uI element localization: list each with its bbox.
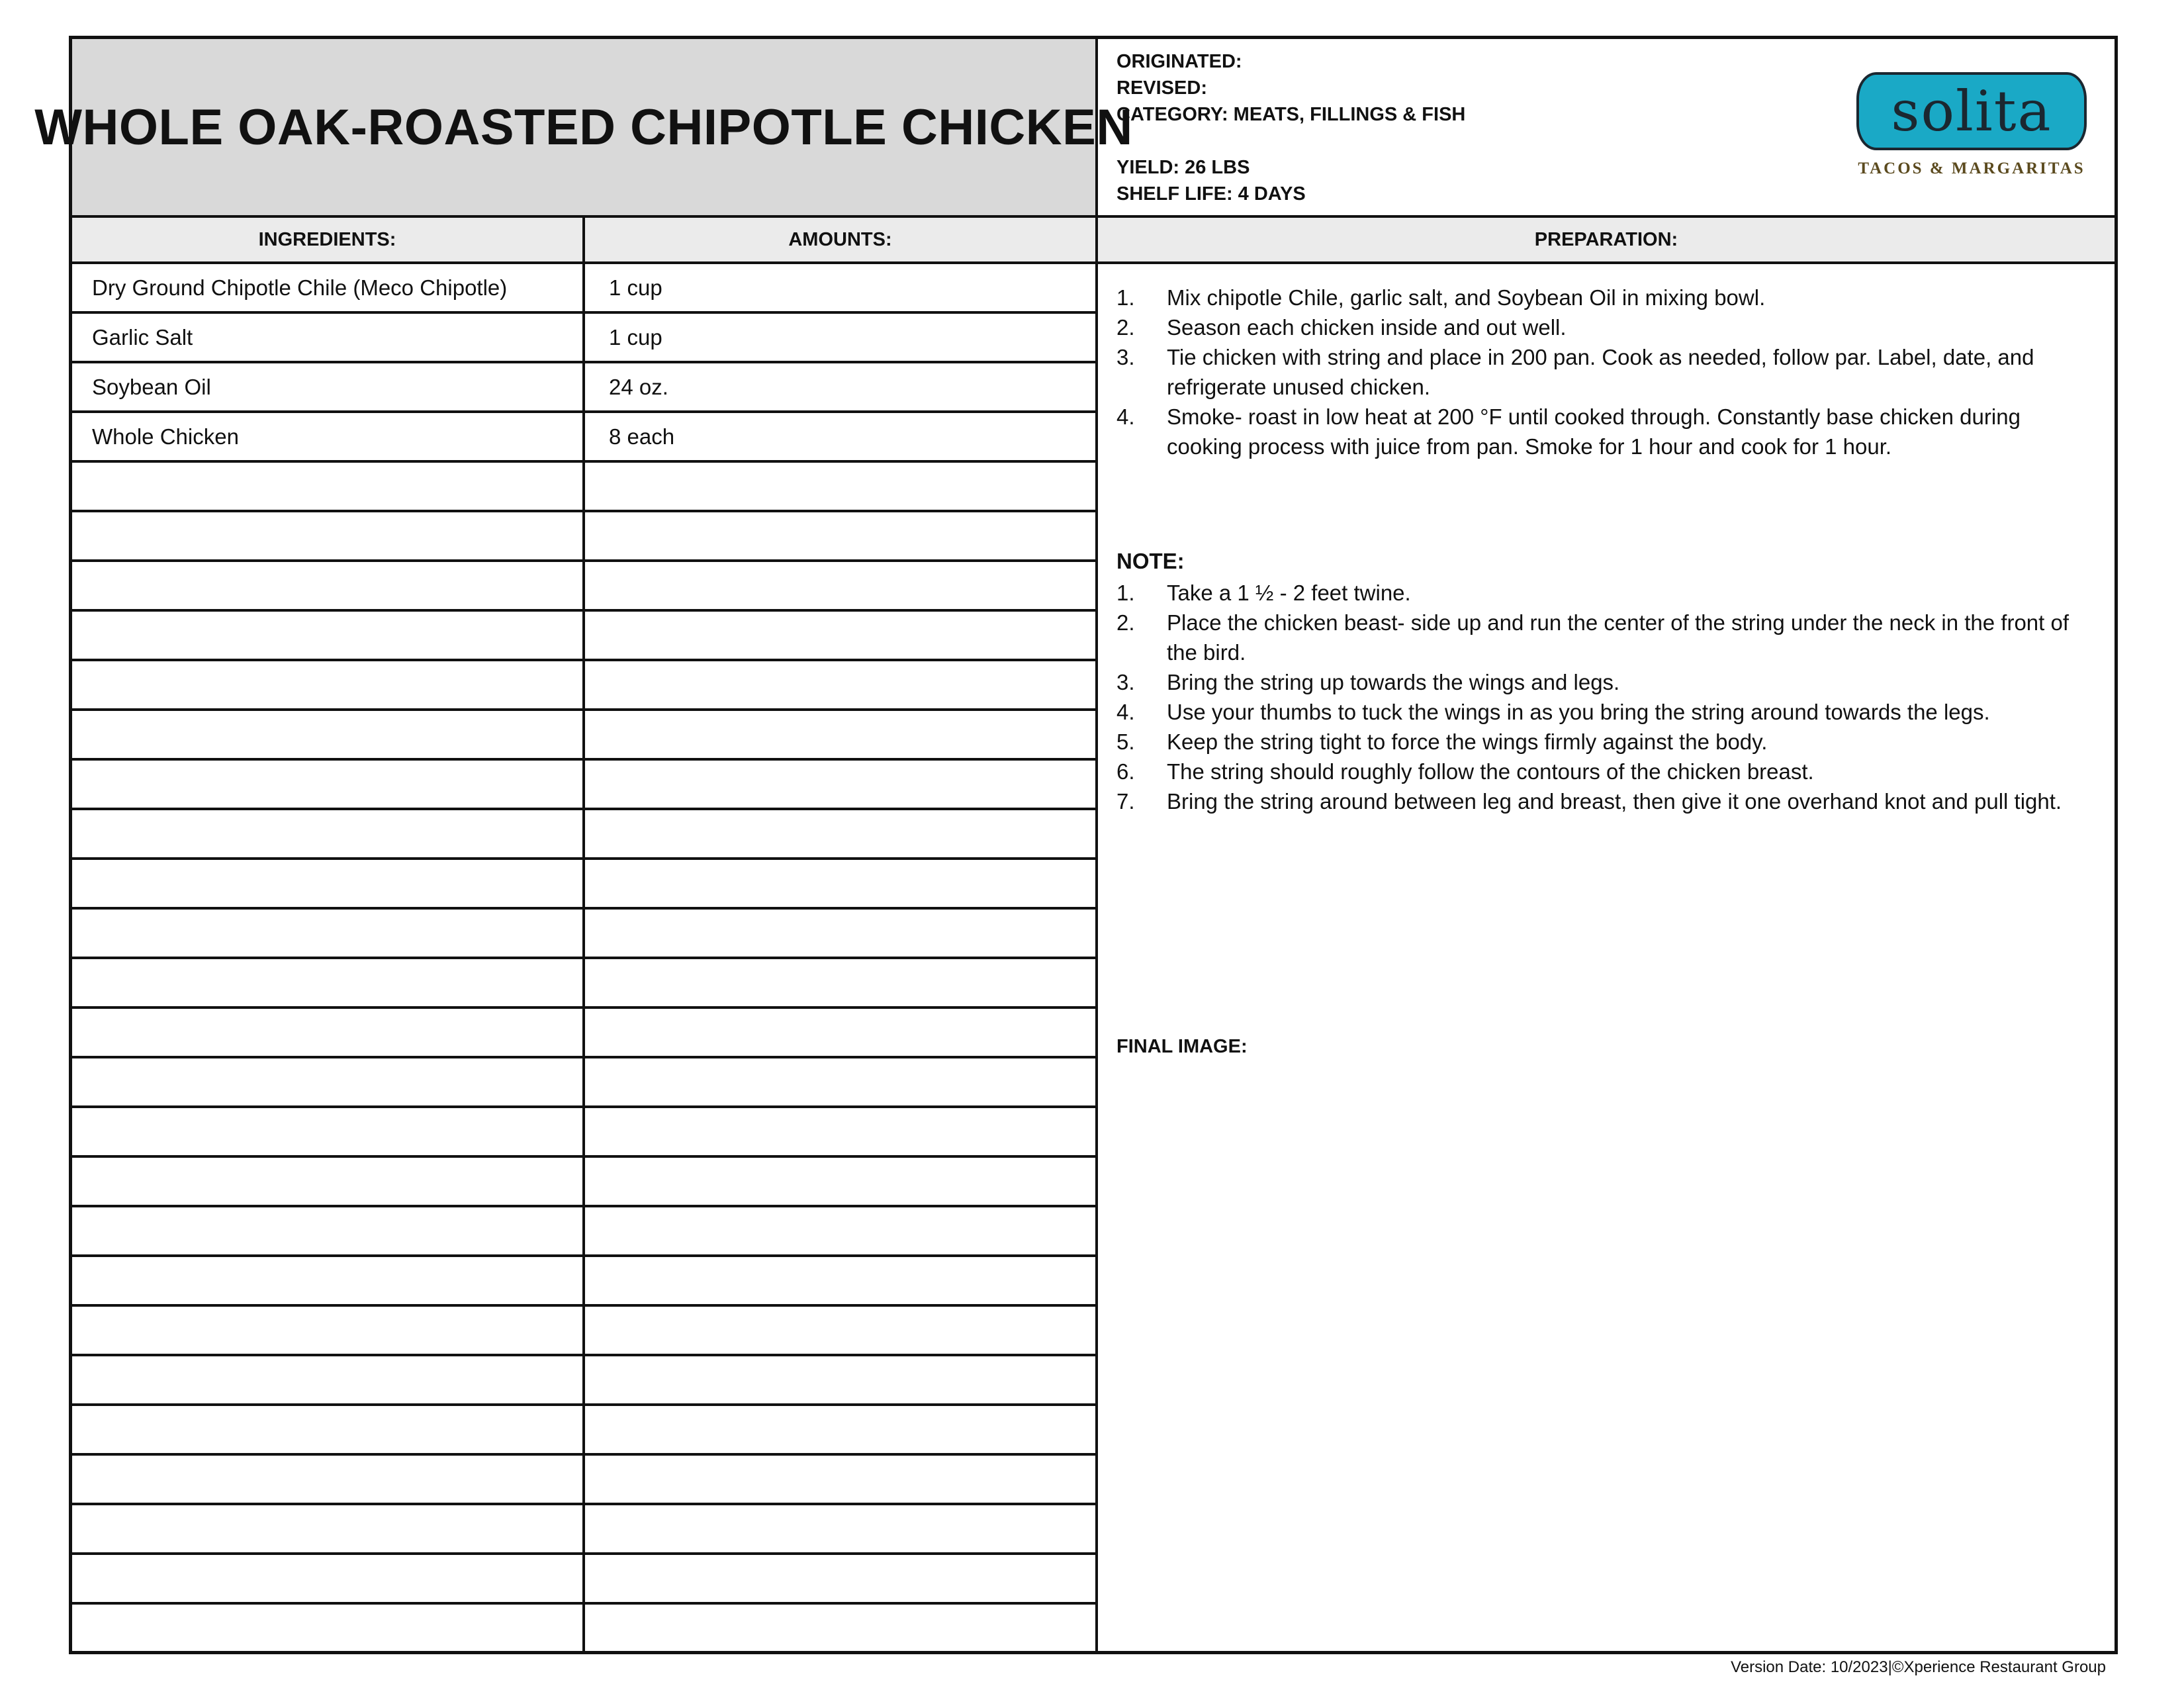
recipe-card xyxy=(34,36,2118,1654)
ingredient-cell xyxy=(72,1108,585,1155)
table-row xyxy=(72,463,1098,512)
preparation-panel xyxy=(1098,264,2115,1651)
amount-cell xyxy=(585,1555,1098,1602)
amount-cell: 8 each xyxy=(585,413,1098,460)
amount-cell: 1 cup xyxy=(585,314,1098,361)
amounts-header: AMOUNTS: xyxy=(585,218,1098,264)
yield-label: YIELD: 26 LBS xyxy=(1116,157,1250,178)
step-number: 1. xyxy=(1116,285,1135,310)
amount-cell xyxy=(585,612,1098,659)
table-row xyxy=(72,1605,1098,1654)
amount-cell xyxy=(585,1505,1098,1552)
step-text: Keep the string tight to force the wings firmly against the body. xyxy=(1167,729,1768,754)
table-row xyxy=(72,413,1098,463)
table-row xyxy=(72,562,1098,612)
ingredient-cell xyxy=(72,1009,585,1056)
table-row xyxy=(72,711,1098,761)
table-row xyxy=(72,1356,1098,1406)
amount-cell xyxy=(585,1058,1098,1105)
table-row xyxy=(72,959,1098,1009)
step-number: 1. xyxy=(1116,581,1135,605)
ingredient-cell: Dry Ground Chipotle Chile (Meco Chipotle) xyxy=(72,264,585,311)
table-row xyxy=(72,910,1098,959)
amount-cell xyxy=(585,910,1098,957)
ingredient-cell xyxy=(72,810,585,857)
table-row xyxy=(72,314,1098,363)
amount-cell xyxy=(585,1158,1098,1205)
table-row xyxy=(72,1108,1098,1158)
amount-cell xyxy=(585,860,1098,907)
amount-cell xyxy=(585,959,1098,1006)
preparation-step xyxy=(1116,402,2091,461)
step-text: Use your thumbs to tuck the wings in as you bring the string around towards the legs. xyxy=(1167,700,1990,724)
ingredient-cell xyxy=(72,1555,585,1602)
table-row xyxy=(72,1207,1098,1257)
ingredient-cell xyxy=(72,1158,585,1205)
amount-cell xyxy=(585,661,1098,708)
step-text: The string should roughly follow the contours of the chicken breast. xyxy=(1167,759,1814,784)
note-step xyxy=(1116,697,2091,727)
amount-cell xyxy=(585,1207,1098,1254)
table-row xyxy=(72,1058,1098,1108)
amount-cell xyxy=(585,1108,1098,1155)
table-row xyxy=(72,1307,1098,1356)
preparation-step xyxy=(1116,342,2091,402)
table-row xyxy=(72,761,1098,810)
ingredient-cell xyxy=(72,959,585,1006)
step-text: Place the chicken beast- side up and run the center of the string under the neck in the front of the bird. xyxy=(1167,610,2070,665)
ingredient-cell xyxy=(72,1605,585,1654)
note-step xyxy=(1116,578,2091,608)
note-step xyxy=(1116,757,2091,786)
step-number: 4. xyxy=(1116,700,1135,724)
amount-cell xyxy=(585,711,1098,758)
ingredient-cell xyxy=(72,860,585,907)
step-text: Bring the string around between leg and breast, then give it one overhand knot and pull tight. xyxy=(1167,789,2062,814)
step-number: 6. xyxy=(1116,759,1135,784)
amount-cell xyxy=(585,562,1098,609)
ingredient-cell xyxy=(72,910,585,957)
logo-badge xyxy=(1856,72,2087,150)
table-row xyxy=(72,512,1098,562)
preparation-steps xyxy=(1116,283,2091,461)
ingredient-cell xyxy=(72,612,585,659)
step-number: 2. xyxy=(1116,610,1135,635)
step-text: Bring the string up towards the wings and legs. xyxy=(1167,670,1620,694)
note-step xyxy=(1116,667,2091,697)
ingredient-cell xyxy=(72,463,585,510)
shelf-life-label: SHELF LIFE: 4 DAYS xyxy=(1116,183,1306,205)
category-label: CATEGORY: MEATS, FILLINGS & FISH xyxy=(1116,104,1466,125)
amount-cell xyxy=(585,761,1098,808)
note-steps xyxy=(1116,578,2091,816)
step-number: 5. xyxy=(1116,729,1135,754)
note-step xyxy=(1116,608,2091,667)
ingredient-cell xyxy=(72,761,585,808)
ingredient-cell xyxy=(72,1257,585,1304)
step-number: 3. xyxy=(1116,670,1135,694)
ingredient-cell xyxy=(72,1406,585,1453)
ingredient-cell xyxy=(72,1307,585,1354)
originated-label: ORIGINATED: xyxy=(1116,51,1242,72)
step-text: Mix chipotle Chile, garlic salt, and Soybean Oil in mixing bowl. xyxy=(1167,285,1766,310)
table-row xyxy=(72,860,1098,910)
amount-cell: 1 cup xyxy=(585,264,1098,311)
amount-cell xyxy=(585,463,1098,510)
amount-cell xyxy=(585,1356,1098,1403)
amount-cell xyxy=(585,810,1098,857)
table-row xyxy=(72,1406,1098,1456)
step-text: Season each chicken inside and out well. xyxy=(1167,315,1567,340)
amount-cell: 24 oz. xyxy=(585,363,1098,410)
step-text: Take a 1 ½ - 2 feet twine. xyxy=(1167,581,1411,605)
ingredient-cell: Garlic Salt xyxy=(72,314,585,361)
logo-tagline: TACOS & MARGARITAS xyxy=(1858,160,2085,177)
step-text: Smoke- roast in low heat at 200 °F until cooked through. Constantly base chicken during cooking process with juice from pan. Smoke for 1 hour and cook for 1 hour. xyxy=(1167,404,2021,459)
title-panel xyxy=(34,39,1133,218)
step-text: Tie chicken with string and place in 200 pan. Cook as needed, follow par. Label, date, and refrigerate unused chicken. xyxy=(1167,345,2034,399)
table-row xyxy=(72,1505,1098,1555)
table-row xyxy=(72,1158,1098,1207)
step-number: 2. xyxy=(1116,315,1135,340)
table-row xyxy=(72,1257,1098,1307)
amount-cell xyxy=(585,512,1098,559)
table-row xyxy=(72,1456,1098,1505)
ingredient-cell: Soybean Oil xyxy=(72,363,585,410)
table-row xyxy=(72,1555,1098,1605)
final-image-label: FINAL IMAGE: xyxy=(1116,1036,1248,1057)
table-row xyxy=(72,661,1098,711)
revised-label: REVISED: xyxy=(1116,77,1207,99)
table-row xyxy=(72,1009,1098,1058)
ingredient-cell xyxy=(72,1058,585,1105)
ingredients-table xyxy=(72,264,1098,1654)
recipe-title: WHOLE OAK-ROASTED CHIPOTLE CHICKEN xyxy=(34,99,1133,156)
ingredient-cell xyxy=(72,562,585,609)
ingredient-cell xyxy=(72,1356,585,1403)
ingredient-cell xyxy=(72,1456,585,1503)
step-number: 4. xyxy=(1116,404,1135,429)
ingredient-cell xyxy=(72,1207,585,1254)
ingredient-cell xyxy=(72,512,585,559)
amount-cell xyxy=(585,1009,1098,1056)
note-step xyxy=(1116,786,2091,816)
table-row xyxy=(72,612,1098,661)
version-footer: Version Date: 10/2023|©Xperience Restaurant Group xyxy=(1731,1658,2106,1676)
step-number: 7. xyxy=(1116,789,1135,814)
ingredient-cell xyxy=(72,661,585,708)
amount-cell xyxy=(585,1307,1098,1354)
note-step xyxy=(1116,727,2091,757)
logo-wordmark: solita xyxy=(1891,79,2052,144)
table-row xyxy=(72,363,1098,413)
step-number: 3. xyxy=(1116,345,1135,369)
table-row xyxy=(72,264,1098,314)
preparation-step xyxy=(1116,283,2091,312)
solita-logo xyxy=(1856,72,2087,185)
ingredient-cell xyxy=(72,711,585,758)
amount-cell xyxy=(585,1605,1098,1654)
preparation-header: PREPARATION: xyxy=(1098,218,2115,264)
ingredient-cell xyxy=(72,1505,585,1552)
amount-cell xyxy=(585,1456,1098,1503)
amount-cell xyxy=(585,1406,1098,1453)
table-row xyxy=(72,810,1098,860)
note-label: NOTE: xyxy=(1116,549,1185,573)
ingredient-cell: Whole Chicken xyxy=(72,413,585,460)
ingredients-header: INGREDIENTS: xyxy=(72,218,585,264)
meta-panel xyxy=(1098,39,2115,218)
amount-cell xyxy=(585,1257,1098,1304)
preparation-step xyxy=(1116,312,2091,342)
